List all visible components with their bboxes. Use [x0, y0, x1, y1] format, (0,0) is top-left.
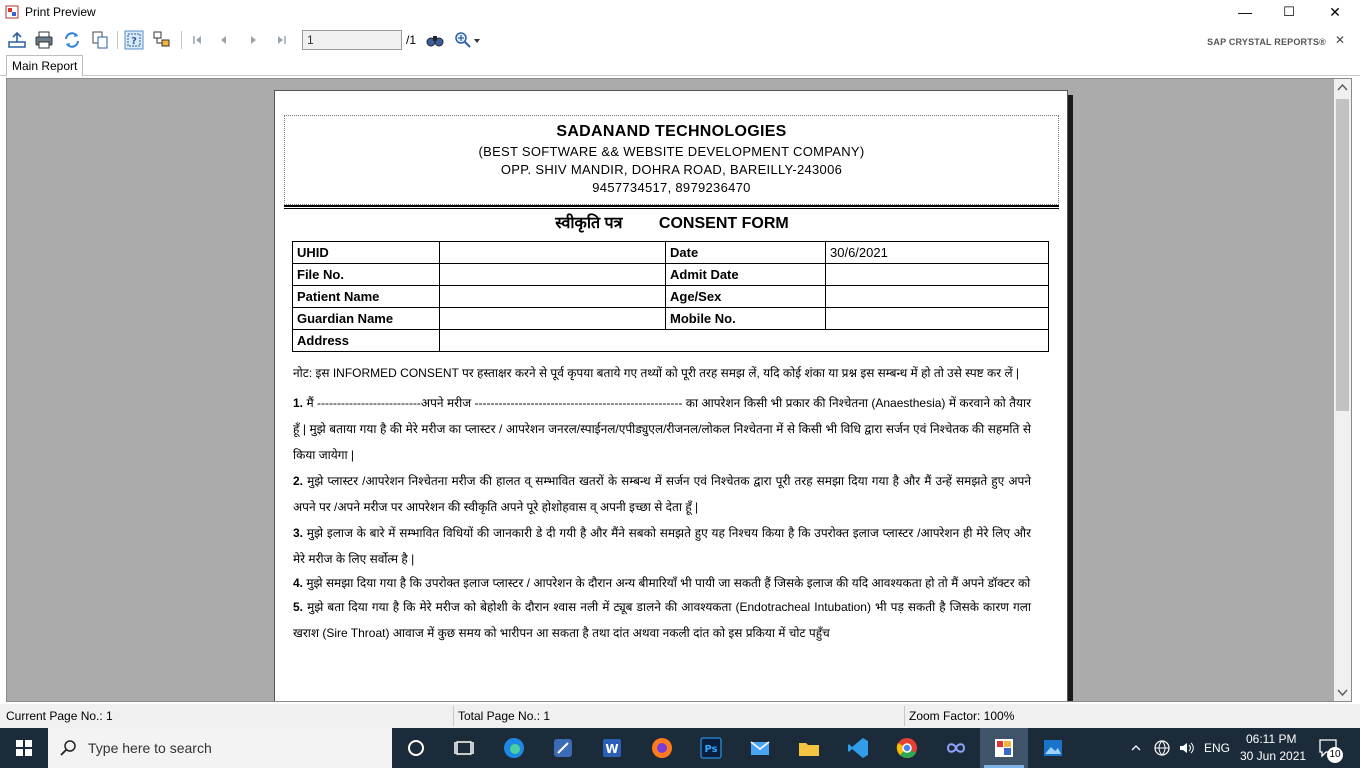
value-patient-name: [440, 286, 666, 308]
scroll-up-icon[interactable]: [1334, 79, 1351, 96]
crystal-reports-brand: SAP CRYSTAL REPORTS®: [1207, 37, 1326, 47]
cortana-icon[interactable]: [404, 736, 428, 760]
copy-icon[interactable]: [90, 30, 110, 50]
file-explorer-icon[interactable]: [797, 736, 821, 760]
word-icon[interactable]: [600, 736, 624, 760]
label-address: Address: [293, 330, 440, 352]
window-title: Print Preview: [25, 5, 96, 19]
label-date: Date: [666, 242, 826, 264]
label-patient-name: Patient Name: [293, 286, 440, 308]
point-number: 3.: [293, 526, 304, 540]
last-page-icon[interactable]: [271, 30, 291, 50]
point-text: मुझे प्लास्टर /आपरेशन निश्चेतना मरीज की हालत व् सम्भावित खतरों के सम्बन्ध में सर्जन एवं निश्चेतक द्वारा पूरी तरह समझा दिया गया है और मैं उन्हें समझते हुए अपने अपने पर /अपने मरीज पर आपरेशन की स्वीकृति अपने पूरे होशोहवास व् अपनी इच्छा से देता हूँ |: [293, 474, 1031, 514]
header-rule: [284, 205, 1059, 207]
value-uhid: [440, 242, 666, 264]
point-text: मुझे इलाज के बारे में सम्भावित विधियों की जानकारी डे दी गयी है और मैंने सबको समझते हुए यह निश्चय किया है कि उपरोक्त इलाज प्लास्टर /आपरेशन ही मेरे लिए और मेरे मरीज के लिए सर्वोत्म है |: [293, 526, 1031, 566]
current-page-status: Current Page No.: 1: [6, 709, 113, 723]
refresh-icon[interactable]: [62, 30, 82, 50]
minimize-button[interactable]: —: [1238, 4, 1252, 20]
report-page: [274, 90, 1068, 702]
label-guardian-name: Guardian Name: [293, 308, 440, 330]
value-mobile-no: [826, 308, 1049, 330]
table-row: [293, 286, 1049, 308]
point-text: मैं --------------------------अपने मरीज ---------------------------------------------------- का आपरेशन किसी भी प्रकार की निश्चेतना (Anaesthesia) में करवाने को तैयार हूँ | मुझे बताया गया है की मेरे मरीज का प्लास्टर / आपरेशन जनरल/स्पाईनल/एपीड्युएल/रीजनल/लोकल निश्चेतना में से किसी भी विधि द्वारा सर्जन एवं निश्चेतक की सहमति से किया जायेगा |: [293, 396, 1031, 462]
tab-main-report[interactable]: Main Report: [6, 55, 83, 77]
header-rule-thin: [284, 208, 1059, 209]
table-row: [293, 308, 1049, 330]
total-page-status: Total Page No.: 1: [458, 709, 551, 723]
value-address: [440, 330, 1049, 352]
mail-icon[interactable]: [748, 736, 772, 760]
scroll-down-icon[interactable]: [1334, 684, 1351, 701]
task-view-icon[interactable]: [452, 736, 476, 760]
company-header: [284, 115, 1059, 205]
title-bar: [0, 0, 1360, 24]
firefox-icon[interactable]: [650, 736, 674, 760]
label-file-no: File No.: [293, 264, 440, 286]
label-age-sex: Age/Sex: [666, 286, 826, 308]
vertical-scrollbar[interactable]: [1334, 79, 1351, 701]
svg-text:W: W: [605, 742, 619, 756]
find-icon[interactable]: [425, 30, 445, 50]
first-page-icon[interactable]: [188, 30, 208, 50]
consent-point: [293, 390, 1031, 468]
patient-info-table: [292, 241, 1049, 352]
notification-badge: 10: [1327, 747, 1343, 763]
group-tree-icon[interactable]: [152, 30, 172, 50]
report-toolbar: [0, 26, 1360, 54]
point-number: 1.: [293, 396, 304, 410]
photoshop-icon[interactable]: [699, 736, 723, 760]
taskbar: [0, 728, 1360, 768]
point-text: मुझे बता दिया गया है कि मेरे मरीज को बेहोशी के दौरान श्वास नली में ट्यूब डालने की आवश्यकता (Endotracheal Intubation) भी पड़ सकती है जिसके कारण गला खराश (Sire Throat) आवाज में कुछ समय को भारीपन आ सकता है तथा दांत अथवा नकली दांत को इस प्रकिया में चोट पहुँच: [293, 600, 1031, 640]
company-phones: 9457734517, 8979236470: [592, 180, 751, 195]
point-number: 2.: [293, 474, 304, 488]
point-number: 4.: [293, 576, 304, 590]
infinity-app-icon[interactable]: [944, 736, 968, 760]
point-text: मुझे समझा दिया गया है कि उपरोक्त इलाज प्लास्टर / आपरेशन के दौरान अन्य बीमारियाँ भी पायी जा सकती हैं जिसके इलाज की यदि आवश्यकता हो तो मैं अपने डॉक्टर को: [306, 576, 1031, 590]
chrome-icon[interactable]: [895, 736, 919, 760]
vscode-icon[interactable]: [846, 736, 870, 760]
table-row: [293, 330, 1049, 352]
value-date: 30/6/2021: [826, 242, 1049, 264]
zoom-icon[interactable]: [453, 30, 473, 50]
value-file-no: [440, 264, 666, 286]
search-placeholder: Type here to search: [88, 740, 212, 756]
clock-date[interactable]: 30 Jun 2021: [1240, 749, 1307, 763]
photos-icon[interactable]: [1041, 736, 1065, 760]
consent-point: [293, 520, 1031, 572]
close-button[interactable]: ✕: [1329, 4, 1341, 20]
maximize-button[interactable]: ☐: [1283, 4, 1295, 19]
consent-body: [293, 363, 1031, 646]
svg-text:?: ?: [131, 36, 137, 47]
svg-text:Ps: Ps: [704, 744, 718, 755]
value-guardian-name: [440, 308, 666, 330]
previous-page-icon[interactable]: [214, 30, 234, 50]
page-number-input[interactable]: 1: [302, 30, 402, 50]
value-admit-date: [826, 264, 1049, 286]
label-uhid: UHID: [293, 242, 440, 264]
form-title-hindi: स्वीकृति पत्र: [555, 215, 623, 232]
app-icon: [5, 5, 19, 19]
tab-strip: [0, 54, 1360, 76]
chevron-up-icon[interactable]: [1130, 742, 1142, 754]
company-name: SADANAND TECHNOLOGIES: [556, 123, 787, 140]
zoom-factor-status: Zoom Factor: 100%: [909, 709, 1015, 723]
export-icon[interactable]: [7, 30, 27, 50]
point-number: 5.: [293, 600, 304, 614]
company-tagline: (BEST SOFTWARE && WEBSITE DEVELOPMENT COMPANY): [478, 144, 865, 159]
consent-point: [293, 468, 1031, 520]
edge-icon[interactable]: [502, 736, 526, 760]
table-row: [293, 242, 1049, 264]
print-icon[interactable]: [34, 30, 54, 50]
value-age-sex: [826, 286, 1049, 308]
windows-start-icon[interactable]: [0, 728, 48, 768]
consent-note: नोट: इस INFORMED CONSENT पर हस्ताक्षर करने से पूर्व कृपया बताये गए तथ्यों को पूरी तरह समझ लें, यदि कोई शंका या प्रश्न इस सम्बन्ध में हो तो उसे स्पष्ट कर लें |: [293, 366, 1020, 380]
label-mobile-no: Mobile No.: [666, 308, 826, 330]
form-title: [275, 211, 1068, 233]
consent-point: [293, 572, 1031, 594]
label-admit-date: Admit Date: [666, 264, 826, 286]
clock-time[interactable]: 06:11 PM: [1246, 732, 1297, 746]
scrollbar-thumb[interactable]: [1336, 99, 1349, 411]
quill-app-icon[interactable]: [551, 736, 575, 760]
zoom-dropdown-icon[interactable]: [472, 30, 482, 50]
form-title-english: CONSENT FORM: [658, 215, 789, 232]
close-viewer-icon[interactable]: ✕: [1334, 33, 1345, 47]
table-row: [293, 264, 1049, 286]
page-total: /1: [406, 33, 417, 47]
company-address: OPP. SHIV MANDIR, DOHRA ROAD, BAREILLY-243006: [500, 162, 843, 177]
language-indicator[interactable]: ENG: [1204, 741, 1231, 755]
crystal-app-icon[interactable]: [992, 736, 1016, 760]
next-page-icon[interactable]: [243, 30, 263, 50]
volume-icon[interactable]: [1178, 739, 1196, 757]
report-viewer: [6, 78, 1352, 702]
search-icon: [60, 739, 78, 757]
consent-point: [293, 594, 1031, 646]
network-icon[interactable]: [1153, 739, 1171, 757]
status-bar: [0, 704, 1360, 728]
help-icon[interactable]: [124, 30, 144, 50]
taskbar-search[interactable]: [48, 728, 392, 768]
